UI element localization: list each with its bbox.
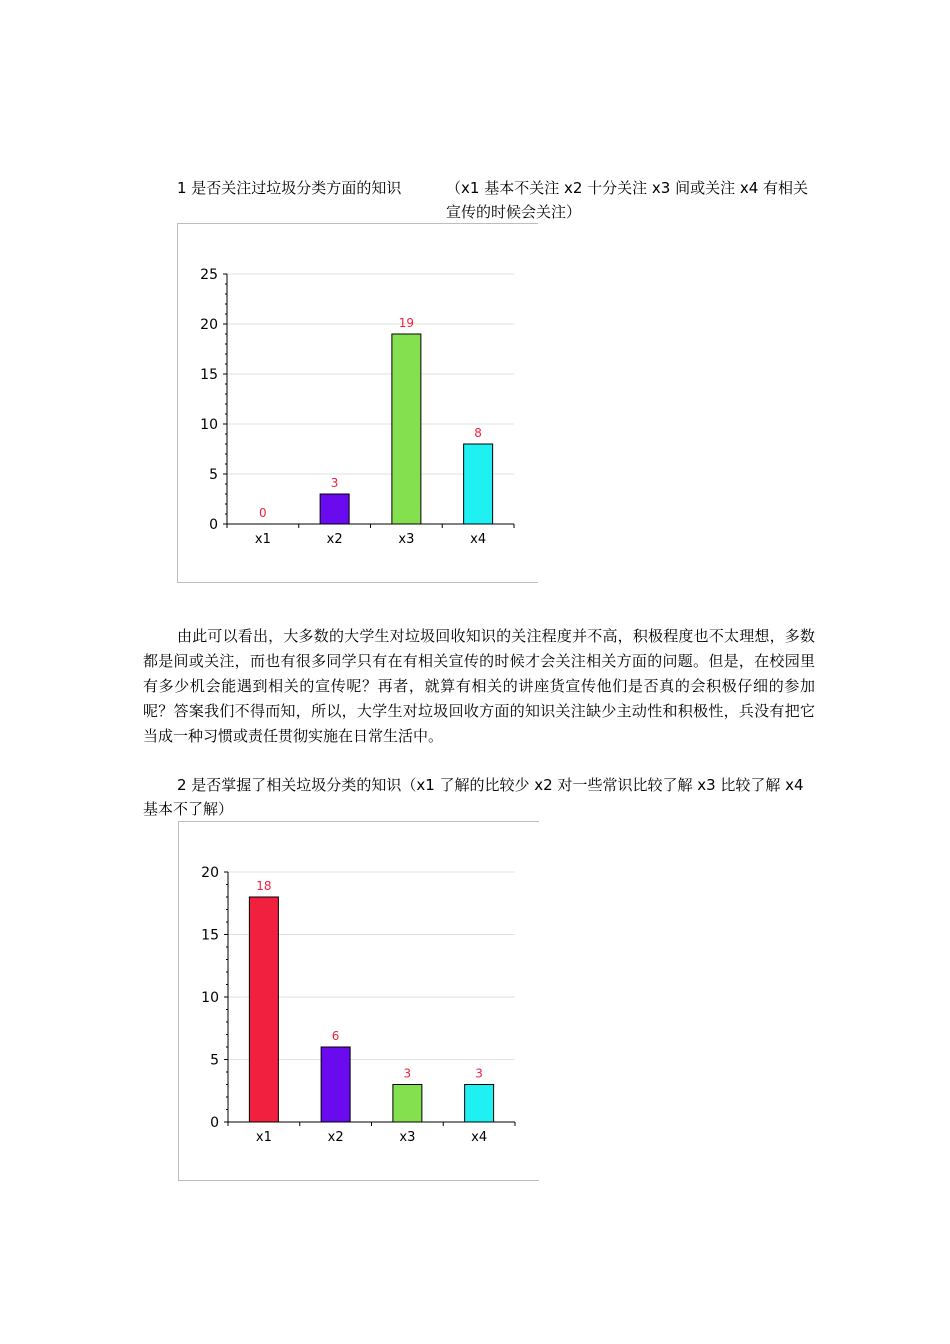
chart-2-y-tick-label: 15 bbox=[201, 927, 219, 944]
chart-1-data-label-x4: 8 bbox=[474, 426, 482, 440]
chart-2 bbox=[178, 821, 539, 1181]
question-1-title: 1 是否关注过垃圾分类方面的知识 bbox=[177, 179, 402, 197]
chart-1-x-tick-label-x1: x1 bbox=[254, 532, 271, 547]
question-1-options: （x1 基本不关注 x2 十分关注 x3 间或关注 x4 有相关宣传的时候会关注） bbox=[446, 179, 809, 221]
chart-1-bar-x4 bbox=[464, 444, 493, 524]
chart-2-bar-x3 bbox=[393, 1085, 422, 1123]
chart-2-data-label-x3: 3 bbox=[403, 1066, 412, 1081]
chart-1-x-tick-label-x4: x4 bbox=[470, 532, 487, 547]
chart-1 bbox=[177, 223, 538, 583]
chart-1-y-tick-label: 25 bbox=[200, 267, 218, 283]
chart-1-x-tick-label-x2: x2 bbox=[326, 532, 343, 547]
question-2-title: 2 是否掌握了相关垃圾分类的知识（x1 了解的比较少 x2 对一些常识比较了解 x3 比较了解 x4 基本不了解） bbox=[143, 776, 804, 818]
chart-1-svg bbox=[178, 224, 538, 582]
chart-2-bar-x4 bbox=[465, 1085, 494, 1123]
analysis-paragraph: 由此可以看出，大多数的大学生对垃圾回收知识的关注程度并不高，积极程度也不太理想，多数都是间或关注，而也有很多同学只有在有相关宣传的时候才会关注相关方面的问题。但是，在校园里有多少机会能遇到相关的宣传呢？再者，就算有相关的讲座货宣传他们是否真的会积极仔细的参加呢？答案我们不得而知，所以，大学生对垃圾回收方面的知识关注缺少主动性和积极性，兵没有把它当成一种习惯或责任贯彻实施在日常生活中。 bbox=[143, 627, 815, 745]
chart-2-x-tick-label-x4: x4 bbox=[471, 1130, 488, 1145]
chart-2-y-tick-label: 0 bbox=[210, 1115, 219, 1131]
chart-2-data-label-x2: 6 bbox=[331, 1029, 340, 1043]
chart-2-x-tick-label-x3: x3 bbox=[399, 1130, 416, 1145]
chart-1-y-tick-label: 5 bbox=[209, 467, 218, 483]
chart-2-bar-x2 bbox=[321, 1047, 350, 1122]
chart-2-y-tick-label: 20 bbox=[201, 865, 219, 881]
chart-1-bar-x3 bbox=[392, 334, 421, 524]
chart-2-data-label-x4: 3 bbox=[475, 1066, 483, 1081]
chart-2-x-tick-label-x1: x1 bbox=[255, 1130, 272, 1145]
chart-2-y-tick-label: 10 bbox=[201, 990, 219, 1006]
chart-2-svg bbox=[179, 822, 539, 1180]
chart-1-bar-x2 bbox=[320, 494, 349, 524]
chart-1-y-tick-label: 20 bbox=[200, 317, 218, 333]
chart-1-x-tick-label-x3: x3 bbox=[398, 532, 415, 547]
chart-1-data-label-x2: 3 bbox=[330, 476, 339, 490]
chart-2-data-label-x1: 18 bbox=[256, 879, 272, 893]
chart-2-bar-x1 bbox=[249, 897, 278, 1122]
chart-2-x-tick-label-x2: x2 bbox=[327, 1130, 344, 1145]
chart-1-y-tick-label: 0 bbox=[209, 517, 218, 533]
chart-1-data-label-x1: 0 bbox=[259, 506, 267, 520]
chart-1-y-tick-label: 15 bbox=[200, 367, 218, 383]
chart-1-data-label-x3: 19 bbox=[398, 316, 415, 330]
chart-1-y-tick-label: 10 bbox=[200, 417, 218, 433]
chart-2-y-tick-label: 5 bbox=[210, 1052, 219, 1069]
